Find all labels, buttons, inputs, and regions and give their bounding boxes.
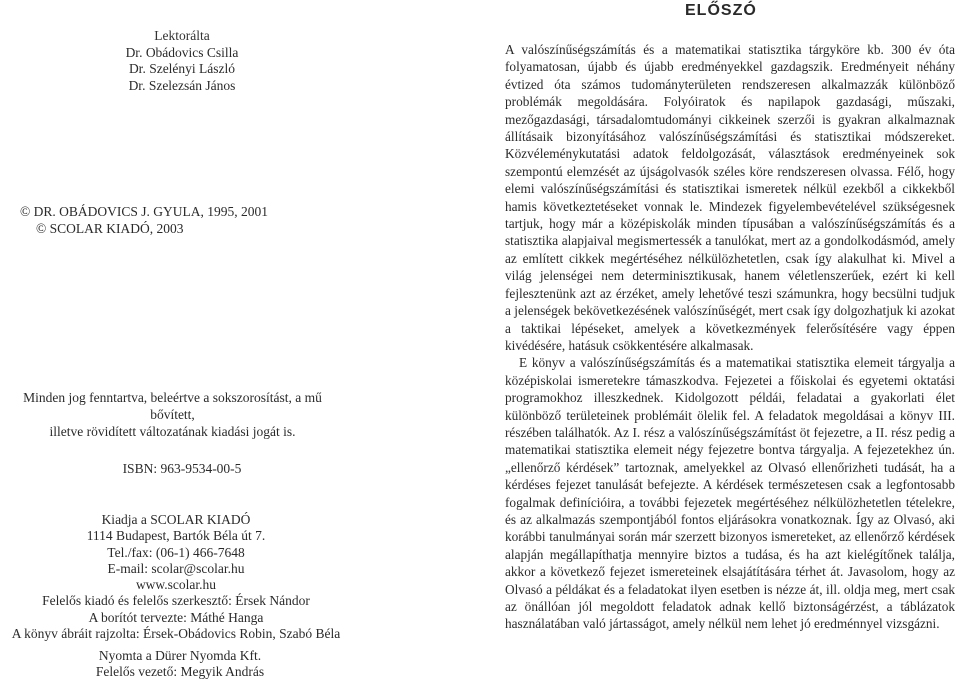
isbn: ISBN: 963-9534-00-5 — [122, 461, 242, 476]
publisher-website: www.scolar.hu — [135, 577, 217, 593]
reviewers-block — [112, 28, 252, 94]
rights-notice — [0, 389, 345, 440]
publisher-block — [0, 512, 352, 642]
left-page — [0, 0, 478, 683]
foreword-paragraph: A valószínűségszámítás és a matematikai statisztika tárgyköre kb. 300 év óta folyamatosan, újabb és újabb eredményekkel gazdagszik. Eredményeit néhány évtized óta számos tudományterületen rendszeresen alkalmazzák különböző problémák megoldására. Folyóiratok és napilapok gazdasági, műszaki, mezőgazdasági, társadalomtudományi cikkeinek szerzői is gyakran alkalmaznak állításaik bizonyításához valószínűségszámítási és statisztikai módszereket. Közvéleménykutatási adatok feldolgozását, választások eredményeinek sok szempontú elemzését az újságolvasók széles köre rendszeresen olvassa. Félő, hogy elemi valószínűségszámítási és statisztikai ismeretek nélkül ezekből a cikkekből hamis következtetéseket vonnak le. Mindezek figyelembevételével szükségesnek tartjuk, hogy már a középiskolák minden típusában a valószínűségszámítás és a statisztika alapjaival megismertessék a tanulókat, mert az a gondolkodásmód, amely az említett cikkek megértéséhez nélkülözhetetlen, csak így alakulhat ki. Mivel a világ jelenségei nem determinisztikusak, hanem véletlenszerűek, ezért ki kell fejlesztenünk azt az érzéket, amely lehetővé teszi számunkra, hogy becsülni tudjuk a jelenségek bekövetkezésének valószínűségét, mert csak így dolgozhatjuk ki azokat a taktikai lépéseket, amelyek a következmények felerősítésére vagy éppen kivédésére, hatásuk csökkentésére alkalmasak. — [505, 42, 955, 353]
illustrators: A könyv ábráit rajzolta: Érsek-Obádovics Robin, Szabó Béla — [11, 626, 341, 642]
foreword-paragraph: E könyv a valószínűségszámítás és a matematikai statisztika elemeit tárgyalja a középiskolai ismeretekre támaszkodva. Fejezetei a főiskolai és egyetemi oktatási programokhoz illeszkednek. Kidolgozott példái, feladatai a gyakorlati élet különböző területeinek problémáit ölelik fel. A feladatok megoldásai a könyv III. részében találhatók. Az I. rész a valószínűségszámítást öt fejezetre, a II. rész pedig a matematikai statisztika elemeit négy fejezetre bontva tárgyalja. A fejezetekhez ún. „ellenőrző kérdések” tartoznak, amelyekkel az Olvasó ellenőrizheti tudását, ha a kérdéses fejezet tanulását befejezte. A kérdések természetesen csak a legfontosabb fogalmak definícióira, a további fejezetek megértéséhez nélkülözhetetlen tételekre, és az alkalmazás szempontjából fontos eljárásokra vonatkoznak. Így az Olvasó, aki korábbi tanulmányai során már szerzett bizonyos ismereteket, az ellenőrző kérdések alapján megállapíthatja mennyire biztos a tudása, és ha azt kielégítőnek találja, akkor a következő fejezet ismereteinek elsajátítására térhet át. Javasolom, hogy az Olvasó a példákat és a feladatokat ilyen esetben is nézze át, ill. oldja meg, mert csak az önállóan jól megoldott feladatok adnak kellő biztonságérzést, a táblázatok használatában való jártasságot, amely nélkül nem lehet jó eredménnyel vizsgázni. — [505, 355, 955, 632]
publisher-name: Kiadja a SCOLAR KIADÓ — [101, 512, 251, 527]
publisher-address: 1114 Budapest, Bartók Béla út 7. — [86, 528, 266, 544]
reviewer-name: Dr. Obádovics Csilla — [125, 44, 239, 60]
reviewer-name: Dr. Szelezsán János — [128, 77, 236, 93]
copyright-block — [20, 203, 310, 237]
printer-manager: Felelős vezető: Megyik András — [95, 664, 265, 679]
publisher-phone: Tel./fax: (06-1) 466-7648 — [107, 544, 245, 560]
rights-line: Minden jog fenntartva, beleértve a sokszorosítást, a mű bővített, — [23, 390, 322, 422]
printer-block — [70, 648, 290, 680]
reviewers-heading: Lektorálta — [154, 28, 210, 43]
responsible-editor: Felelős kiadó és felelős szerkesztő: Érsek Nándor — [42, 593, 310, 609]
reviewer-name: Dr. Szelényi László — [128, 61, 236, 76]
printer-name: Nyomta a Dürer Nyomda Kft. — [98, 648, 262, 663]
foreword-body — [505, 41, 955, 633]
foreword-title: ELŐSZÓ — [685, 2, 757, 19]
rights-line: illetve rövidített változatának kiadási jogát is. — [49, 424, 296, 439]
copyright-author: © DR. OBÁDOVICS J. GYULA, 1995, 2001 — [20, 204, 269, 219]
publisher-email: E-mail: scolar@scolar.hu — [107, 560, 245, 576]
right-page — [497, 0, 959, 683]
cover-designer: A borítót tervezte: Máthé Hanga — [88, 609, 264, 625]
copyright-publisher: © SCOLAR KIADÓ, 2003 — [36, 221, 184, 236]
